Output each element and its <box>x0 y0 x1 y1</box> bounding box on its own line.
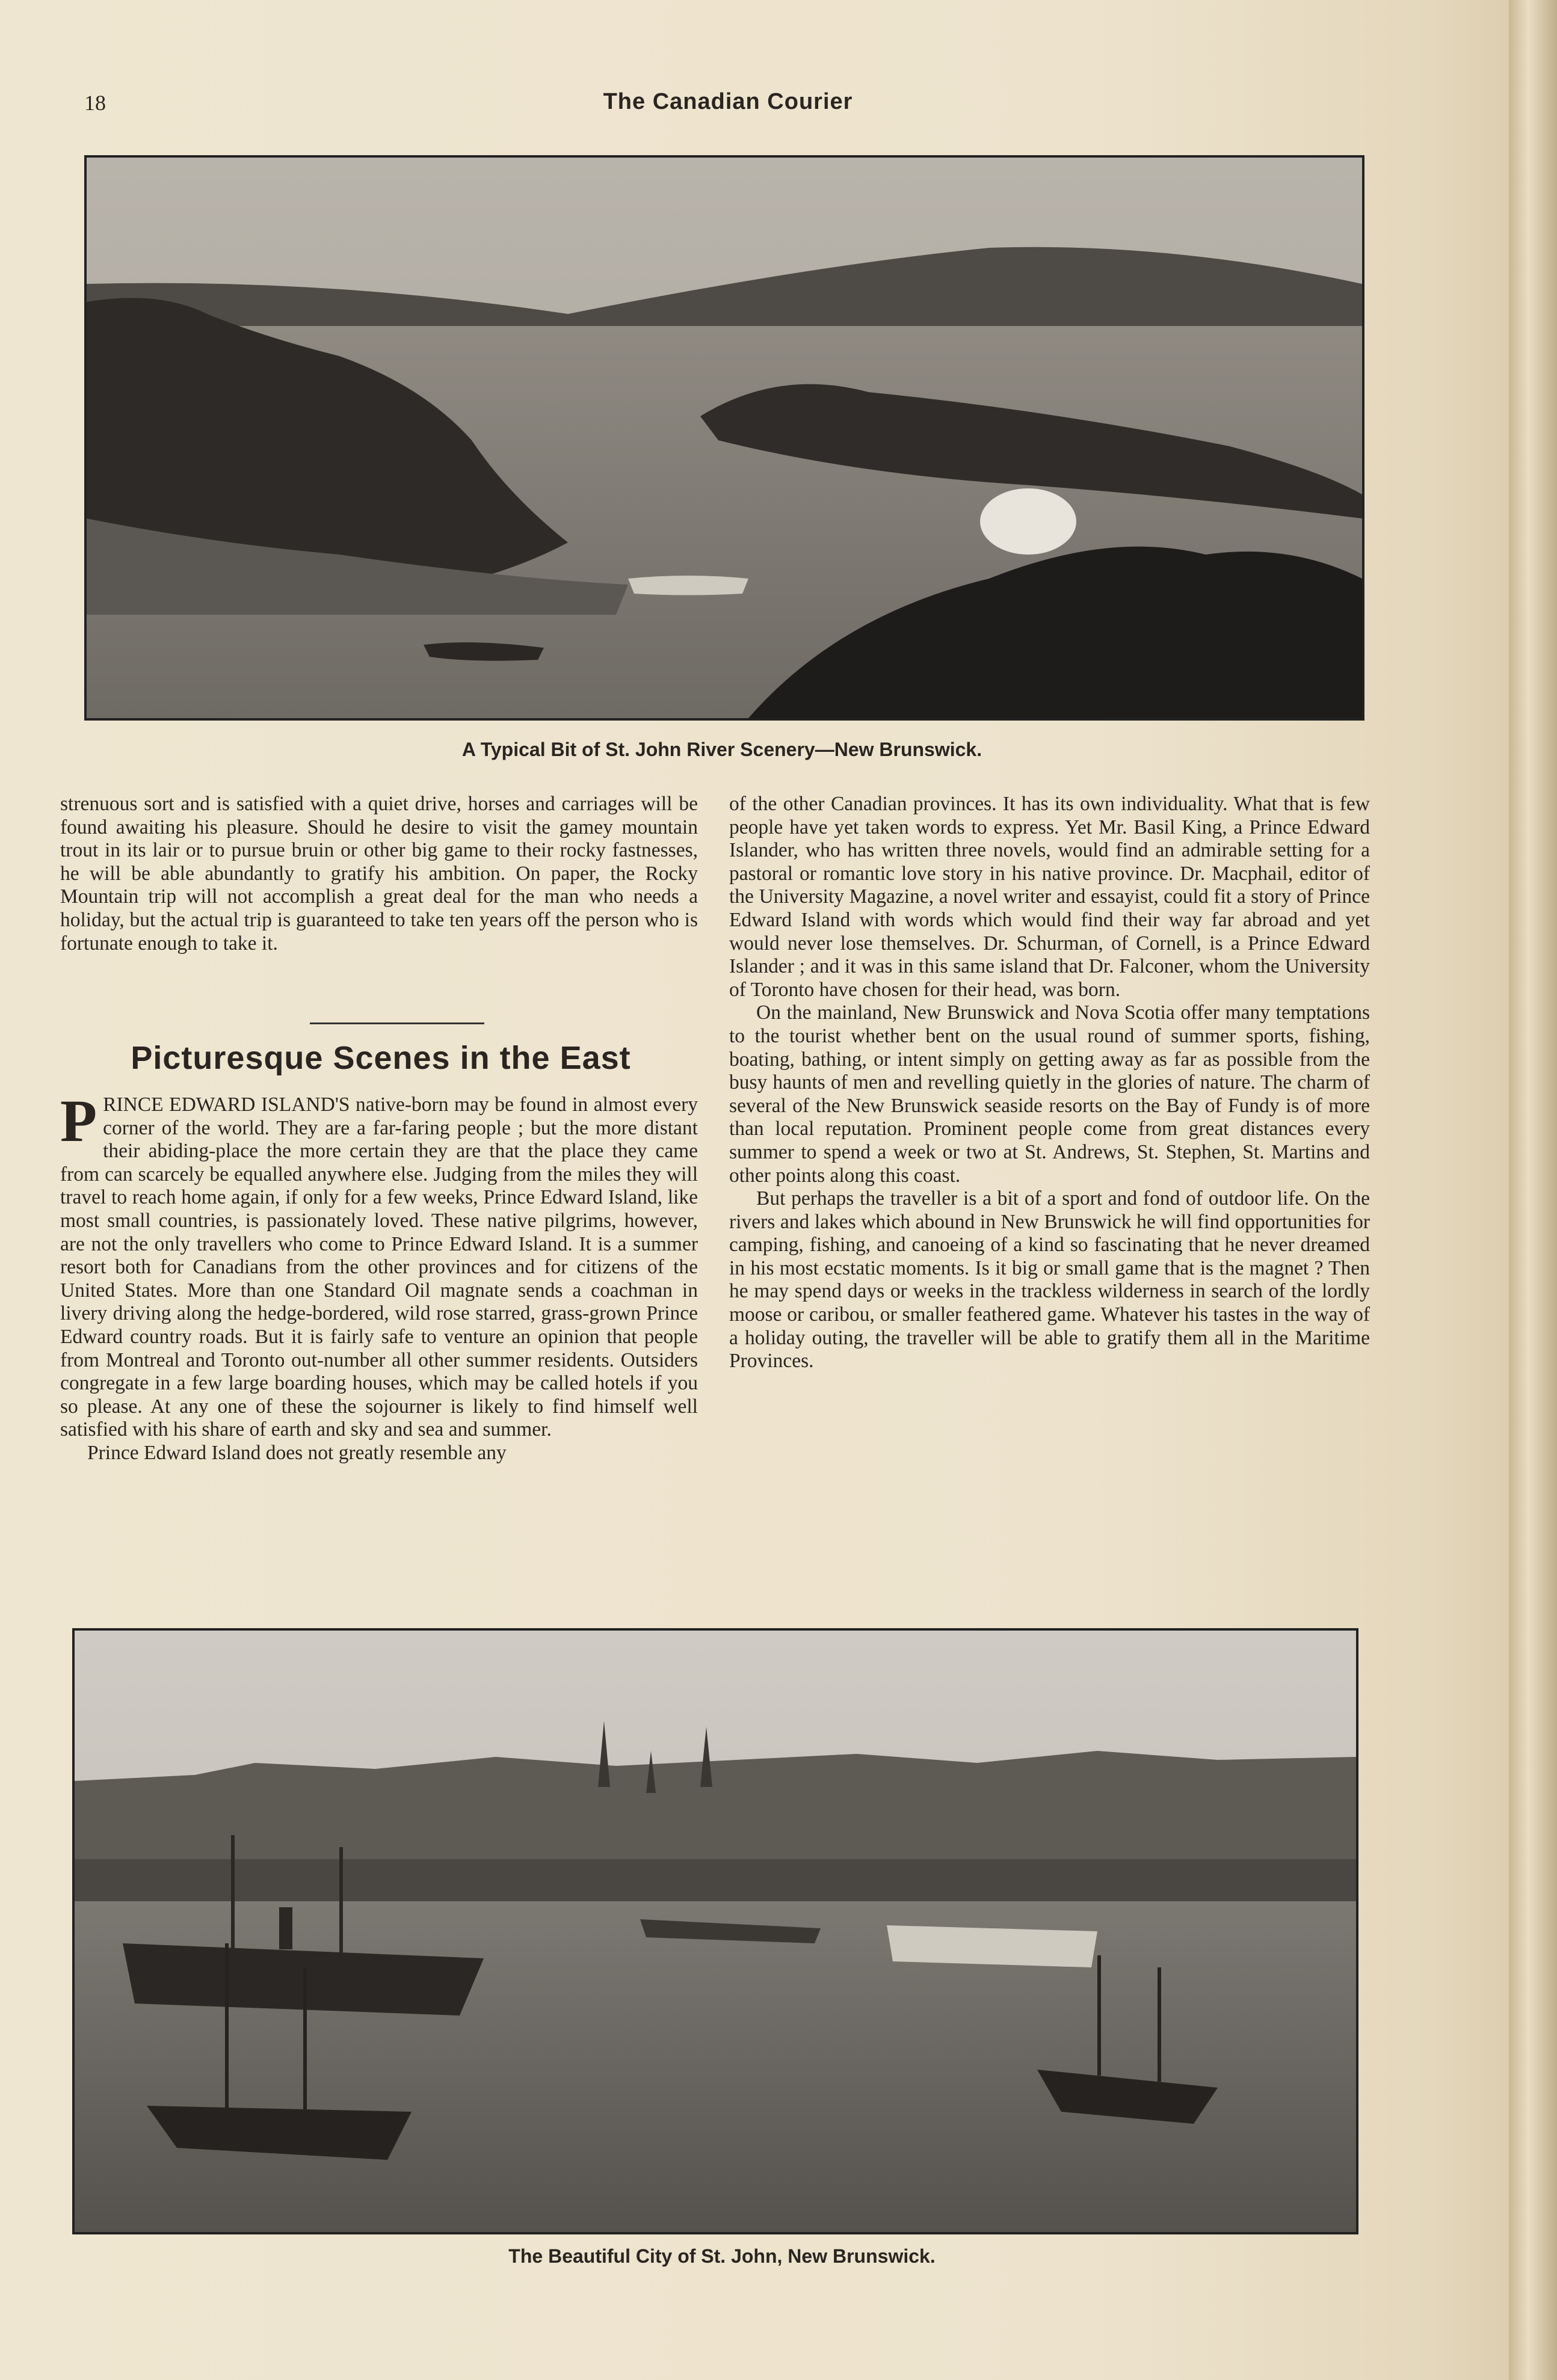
drop-cap: P <box>60 1087 97 1154</box>
harbour-city-photo <box>72 1628 1358 2234</box>
page-number: 18 <box>84 91 106 115</box>
section-divider <box>310 1022 484 1024</box>
paragraph-pei-resemble: Prince Edward Island does not greatly resemble any <box>87 1441 507 1464</box>
paragraph-individuality: of the other Canadian provinces. It has its own individuality. What that is few people have yet taken words to express. Yet Mr. Basil King, a Prince Edward Islander, who has written three novels, would find an admirable setting for a pastoral or romantic love story in his native province. Dr. Macphail, editor of the University Magazine, a novel writer and essayist, could fit a story of Prince Edward Island with words which would find their way far abroad and yet would never lose themselves. Dr. Schurman, of Cornell, is a Prince Edward Islander ; and it was in this same island that Dr. Falconer, whom the University of Toronto have chosen for their head, was born. <box>729 793 1370 1001</box>
paragraph-mainland: On the mainland, New Brunswick and Nova Scotia offer many temptations to the tourist whether bent on the usual round of summer sports, fishing, boating, bathing, or intent simply on getting away as far as possible from the busy haunts of men and revelling quietly in the glories of nature. The charm of several of the New Brunswick seaside resorts on the Bay of Fundy is of more than local reputation. Prominent people come from great distances every summer to spend a week or two at St. Andrews, St. Stephen, St. Martins and other points along this coast. <box>729 1001 1370 1187</box>
left-column-lead <box>60 793 698 955</box>
paragraph-pei-intro <box>60 1087 698 1442</box>
river-scenery-photo <box>84 155 1364 721</box>
bottom-photo-caption: The Beautiful City of St. John, New Brunswick. <box>508 2245 936 2267</box>
left-column-body <box>60 1087 698 1465</box>
right-column <box>729 793 1370 1373</box>
section-heading: Picturesque Scenes in the East <box>131 1040 631 1076</box>
running-head: The Canadian Courier <box>603 89 853 114</box>
paragraph-pei-text: RINCE EDWARD ISLAND'S native-born may be found in almost every corner of the world. They are a far-faring people ; but the more distant their abiding-place the more certain they are that the place they came from can scarcely be equalled anywhere else. Judging from the miles they will travel to reach home again, if only for a few weeks, Prince Edward Island, like most small countries, is passionately loved. These native pilgrims, however, are not the only travellers who come to Prince Edward Island. It is a summer resort both for Canadians from the other provinces and for citizens of the United States. More than one Standard Oil magnate sends a coachman in livery driving along the hedge-bordered, wild rose starred, grass-grown Prince Edward country roads. But it is fairly safe to venture an opinion that people from Montreal and Toronto out-number all other summer residents. Outsiders congregate in a few large boarding houses, which may be called hotels if you so please. At any one of these the sojourner is likely to find himself well satisfied with his share of earth and sky and sea and summer. <box>60 1093 698 1441</box>
top-photo-caption: A Typical Bit of St. John River Scenery—New Brunswick. <box>461 739 982 760</box>
lead-continuation: strenuous sort and is satisfied with a quiet drive, horses and carriages will be found awaiting his pleasure. Should he desire to visit the gamey mountain trout in its lair or to pursue bruin or other big game to their rocky fastnesses, he will be able abundantly to gratify his ambition. On paper, the Rocky Mountain trip will not accomplish a great deal for the man who needs a holiday, but the actual trip is guaranteed to take ten years off the person who is fortunate enough to take it. <box>60 793 698 955</box>
paragraph-sport: But perhaps the traveller is a bit of a sport and fond of outdoor life. On the rivers and lakes which abound in New Brunswick he will find opportunities for camping, fishing, and canoeing of a kind so fascinating that he never dreamed in his most ecstatic moments. Is it big or small game that is the magnet ? Then he may spend days or weeks in the trackless wilderness in search of the lordly moose or caribou, or smaller feathered game. Whatever his tastes in the way of a holiday outing, the traveller will be able to gratify them all in the Maritime Provinces. <box>729 1187 1370 1373</box>
page-edge <box>1509 0 1557 2380</box>
